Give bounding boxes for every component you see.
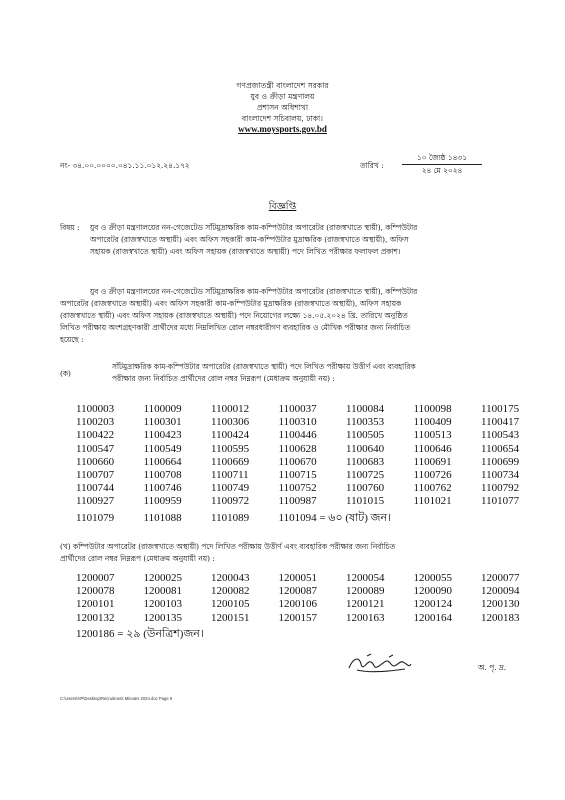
roll-number: 1200130 xyxy=(481,598,520,611)
roll-number: 1101088 xyxy=(143,511,182,524)
roll-number: 1200007 xyxy=(76,572,115,584)
office-address: বাংলাদেশ সচিবালয়, ঢাকা। xyxy=(242,114,323,123)
roll-number: 1101077 xyxy=(481,495,520,508)
roll-number: 1100513 xyxy=(413,429,452,442)
roll-number: 1100424 xyxy=(211,429,250,442)
roll-number: 1200055 xyxy=(413,572,452,584)
roll-number: 1100446 xyxy=(278,429,317,442)
body-line: হয়েছে : xyxy=(60,335,84,344)
section-kh-roll-grid xyxy=(76,572,549,638)
roll-number: 1200089 xyxy=(346,585,385,598)
roll-number: 1100683 xyxy=(346,455,385,468)
roll-number: 1200164 xyxy=(413,611,452,624)
roll-row xyxy=(76,509,549,522)
government-name: গণপ্রজাতন্ত্রী বাংলাদেশ সরকার xyxy=(236,81,329,90)
roll-number: 1100711 xyxy=(211,468,249,481)
roll-row xyxy=(76,585,549,598)
roll-row xyxy=(76,625,549,638)
roll-number: 1101021 xyxy=(413,495,452,508)
date-bangla: ১০ জ্যৈষ্ঠ ১৪৩১ xyxy=(402,152,482,165)
roll-row xyxy=(76,598,549,611)
roll-number: 1200087 xyxy=(278,585,317,598)
roll-number: 1200101 xyxy=(76,598,115,611)
roll-number: 1100654 xyxy=(481,442,520,455)
roll-number: 1200077 xyxy=(481,572,520,584)
roll-number: 1100959 xyxy=(143,495,182,508)
roll-number: 1200151 xyxy=(211,611,250,624)
roll-number: 1101079 xyxy=(76,511,115,524)
roll-number: 1200105 xyxy=(211,598,250,611)
roll-row xyxy=(76,495,549,508)
roll-number: 1200124 xyxy=(413,598,452,611)
body-line: অপারেটর (রাজস্বখাতে অস্থায়ী) এবং অফিস সহকারী কাম-কম্পিউটার মুদ্রাক্ষরিক (রাজস্বখাতে অস্থায়ী), অফিস সহায়ক xyxy=(60,299,402,308)
roll-row xyxy=(76,612,549,625)
roll-row xyxy=(76,429,549,442)
roll-number-total: 1200186 = ২৯ (উনত্রিশ)জন। xyxy=(76,627,204,640)
roll-number: 1200090 xyxy=(413,585,452,598)
roll-number: 1100699 xyxy=(481,455,520,468)
roll-number: 1100003 xyxy=(76,403,115,415)
roll-number: 1100505 xyxy=(346,429,385,442)
roll-number: 1200103 xyxy=(143,598,182,611)
section-kh-line: প্রার্থীদের রোল নম্বর নিম্নরূপ (মেধাক্রম অনুযায়ী নয়) : xyxy=(60,554,215,563)
roll-number: 1100927 xyxy=(76,495,115,508)
roll-number: 1100628 xyxy=(278,442,317,455)
roll-number: 1200121 xyxy=(346,598,385,611)
roll-number: 1200163 xyxy=(346,611,385,624)
roll-number: 1100691 xyxy=(413,455,452,468)
roll-number: 1200081 xyxy=(143,585,182,598)
roll-number: 1100749 xyxy=(211,482,250,495)
roll-number: 1100203 xyxy=(76,416,115,429)
subject-line: সহায়ক (রাজস্বখাতে স্থায়ী) এবং অফিস সহায়ক (রাজস্বখাতে অস্থায়ী) পদে লিখিত পরীক্ষার ফলাফল প্রকাশ। xyxy=(90,247,401,256)
roll-row xyxy=(76,456,549,469)
body-line: লিখিত পরীক্ষায় অংশগ্রহণকারী প্রার্থীদের মধ্যে নিম্নলিখিত রোল নম্বরধারীগণ ব্যবহারিক ও মৌখিক পরীক্ষার জন্য নির্বাচিত xyxy=(60,323,411,332)
section-kh-heading xyxy=(60,541,530,565)
roll-number: 1200043 xyxy=(211,572,250,584)
roll-number: 1100660 xyxy=(76,455,115,468)
date-block xyxy=(402,152,482,177)
roll-number: 1100760 xyxy=(346,482,385,495)
roll-number: 1100549 xyxy=(143,442,182,455)
roll-number: 1100670 xyxy=(278,455,317,468)
roll-number: 1101015 xyxy=(346,495,385,508)
roll-number: 1100417 xyxy=(481,416,520,429)
roll-row xyxy=(76,482,549,495)
roll-number: 1100708 xyxy=(143,468,182,481)
roll-number: 1100646 xyxy=(413,442,452,455)
roll-number: 1100098 xyxy=(413,403,452,415)
ministry-name: যুব ও ক্রীড়া মন্ত্রণালয় xyxy=(250,92,315,101)
section-k-heading xyxy=(112,361,532,385)
subject-label: বিষয় : xyxy=(60,223,80,232)
roll-number: 1100746 xyxy=(143,482,182,495)
continued-marker: অ. পৃ. দ্র. xyxy=(478,663,507,672)
roll-number: 1100084 xyxy=(346,403,385,415)
letterhead xyxy=(0,80,565,135)
section-k-roll-grid xyxy=(76,403,549,522)
roll-number: 1200054 xyxy=(346,572,385,584)
wing-name: প্রশাসন অধিশাখা xyxy=(256,103,309,112)
roll-number: 1200094 xyxy=(481,585,520,598)
roll-number: 1100543 xyxy=(481,429,520,442)
date-english: ২৪ মে ২০২৪ xyxy=(421,166,463,175)
roll-number: 1100012 xyxy=(211,403,250,415)
section-k-label: (ক) xyxy=(60,369,71,378)
roll-number: 1100310 xyxy=(278,416,317,429)
roll-number: 1101089 xyxy=(211,511,250,524)
roll-number: 1100595 xyxy=(211,442,250,455)
subject-line: অপারেটর (রাজস্বখাতে অস্থায়ী) এবং অফিস সহকারী কাম-কম্পিউটার মুদ্রাক্ষরিক (রাজস্বখাতে অস্থায়ী), অফিস xyxy=(90,235,409,244)
roll-number: 1100664 xyxy=(143,455,182,468)
subject-line: যুব ও ক্রীড়া মন্ত্রণালয়ের নন-গেজেটেড সাঁটমুদ্রাক্ষরিক কাম-কম্পিউটার অপারেটর (রাজস্বখাতে স্থায়ী), কম্পিউটার xyxy=(90,223,418,232)
roll-number: 1100792 xyxy=(481,482,520,495)
date-label: তারিখ : xyxy=(360,161,384,170)
roll-number: 1100306 xyxy=(211,416,250,429)
roll-number: 1200051 xyxy=(278,572,317,584)
roll-number: 1100707 xyxy=(76,468,115,481)
roll-number: 1100037 xyxy=(278,403,317,415)
roll-number: 1100175 xyxy=(481,403,520,415)
roll-row xyxy=(76,572,549,585)
roll-number: 1100423 xyxy=(143,429,182,442)
roll-number: 1100547 xyxy=(76,442,115,455)
roll-number: 1100301 xyxy=(143,416,182,429)
body-line: যুব ও ক্রীড়া মন্ত্রণালয়ের নন-গেজেটেড সাঁটমুদ্রাক্ষরিক কাম-কম্পিউটার অপারেটর (রাজস্বখাতে স্থায়ী), কম্পিউটার xyxy=(90,287,418,296)
body-line: (রাজস্বখাতে স্থায়ী) এবং অফিস সহায়ক (রাজস্বখাতে অস্থায়ী) পদে নিয়োগের লক্ষ্যে ১৪.০৫.২০২৪ খ্রি. তারিখে অনুষ্ঠিত xyxy=(60,311,408,320)
roll-number: 1100669 xyxy=(211,455,250,468)
roll-number: 1100987 xyxy=(278,495,317,508)
roll-number: 1100744 xyxy=(76,482,115,495)
body-paragraph xyxy=(60,286,530,346)
roll-number: 1100422 xyxy=(76,429,115,442)
roll-number: 1100972 xyxy=(211,495,250,508)
notice-title: বিজ্ঞপ্তি xyxy=(268,201,297,212)
signature-icon xyxy=(345,650,415,678)
roll-number: 1200082 xyxy=(211,585,250,598)
roll-number: 1100762 xyxy=(413,482,452,495)
roll-number-total: 1101094 = ৬০ (ষাট) জন। xyxy=(278,511,392,524)
roll-number: 1100353 xyxy=(346,416,385,429)
roll-row xyxy=(76,416,549,429)
roll-number: 1200135 xyxy=(143,611,182,624)
roll-number: 1200157 xyxy=(278,611,317,624)
roll-number: 1100725 xyxy=(346,468,385,481)
roll-number: 1200132 xyxy=(76,611,115,624)
roll-number: 1100726 xyxy=(413,468,452,481)
roll-number: 1100752 xyxy=(278,482,317,495)
roll-number: 1200025 xyxy=(143,572,182,584)
section-kh-line: (খ) কম্পিউটার অপারেটর (রাজস্বখাতে অস্থায়ী) পদে লিখিত পরীক্ষায় উত্তীর্ণ এবং ব্যবহারিক পরীক্ষার জন্য নির্বাচিত xyxy=(60,542,396,551)
roll-row xyxy=(76,403,549,416)
website-link[interactable]: www.moysports.gov.bd xyxy=(238,124,327,134)
roll-number: 1100409 xyxy=(413,416,452,429)
roll-row xyxy=(76,469,549,482)
subject-text xyxy=(90,222,520,258)
section-k-line: পরীক্ষার জন্য নির্বাচিত প্রার্থীদের রোল নম্বর নিম্নরূপ (মেধাক্রম অনুযায়ী নয়) : xyxy=(112,374,335,383)
roll-number: 1100640 xyxy=(346,442,385,455)
roll-row xyxy=(76,443,549,456)
roll-number: 1100009 xyxy=(143,403,182,415)
roll-number: 1200078 xyxy=(76,585,115,598)
roll-number: 1100715 xyxy=(278,468,317,481)
footer-file-path: C:\Users\HP\Desktop\Recruitment Minutes 2024.doc Page 9 xyxy=(60,696,173,701)
section-k-line: সাঁটমুদ্রাক্ষরিক কাম-কম্পিউটার অপারেটর (রাজস্বখাতে স্থায়ী) পদে লিখিত পরীক্ষায় উত্তীর্ণ এবং ব্যবহারিক xyxy=(112,362,416,371)
roll-number: 1200106 xyxy=(278,598,317,611)
memo-number: নং- ৩৪.০০.০০০০.০৪১.১১.০১২.২৪.১৭২ xyxy=(60,161,190,170)
roll-number: 1100734 xyxy=(481,468,520,481)
roll-number: 1200183 xyxy=(481,611,520,624)
